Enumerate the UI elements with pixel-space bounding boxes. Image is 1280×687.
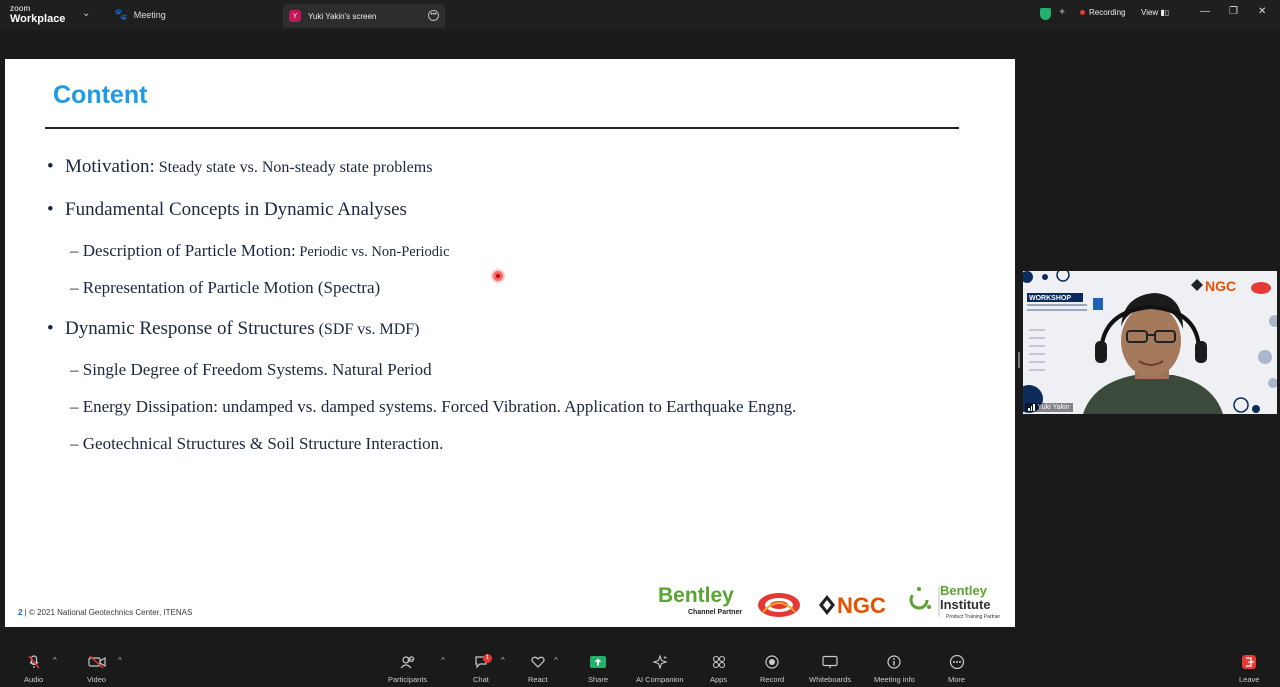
heart-icon [530,655,546,669]
bentley-institute-logo-line1: Bentley [940,583,987,598]
share-screen-icon [590,655,606,669]
chat-button[interactable]: 1 Chat [473,655,489,684]
bentley-institute-logo-caption: Product Training Partner [946,614,1001,620]
chat-options-chevron-icon[interactable]: ^ [501,656,505,665]
slide-footer: 2 | © 2021 National Geotechnics Center, ITENAS [18,608,193,617]
participants-count: 18 [406,657,414,664]
record-icon [765,655,779,669]
participants-options-chevron-icon[interactable]: ^ [441,656,445,665]
title-divider [45,127,959,129]
participant-video-tile[interactable] [1023,271,1277,414]
leave-icon [1242,655,1256,669]
minimize-icon[interactable]: — [1200,6,1210,17]
bentley-institute-logo-line2: Institute [940,597,991,612]
ai-sparkle-icon [652,655,668,669]
sub-bullet-item: – Description of Particle Motion: Periodic vs. Non-Periodic [70,241,450,260]
participants-button[interactable]: 18 Participants [388,657,428,684]
meeting-toolbar [0,651,1280,687]
paw-icon: 🐾 [114,9,128,21]
slide-title: Content [53,81,148,109]
ai-companion-button[interactable]: AI Companion [636,655,684,684]
record-button[interactable]: Record [760,655,784,684]
sub-bullet-item: – Geotechnical Structures & Soil Structure Interaction. [70,434,444,453]
bullet-item: • Fundamental Concepts in Dynamic Analyses [47,199,407,220]
info-icon [887,655,901,669]
bentley-logo-subtitle: Channel Partner [688,609,743,616]
bentley-logo: Bentley [658,584,734,607]
microphone-muted-icon [27,655,41,669]
audio-button[interactable]: Audio [24,655,43,684]
page-number: 2 [18,608,23,617]
view-button[interactable]: View ▮▯ [1141,8,1170,17]
zoom-workplace-logo[interactable]: zoom Workplace [10,4,66,25]
apps-button[interactable]: Apps [710,655,727,684]
apps-icon [712,655,726,669]
title-bar [0,0,1280,30]
whiteboard-icon [822,655,838,669]
svg-text:NGC: NGC [1205,278,1237,294]
restore-icon[interactable]: ❐ [1229,6,1238,17]
bullet-item: • Dynamic Response of Structures (SDF vs. MDF) [47,318,420,339]
react-options-chevron-icon[interactable]: ^ [554,656,558,665]
panel-resize-handle[interactable] [1018,352,1020,368]
close-icon[interactable]: ✕ [1258,6,1267,17]
sub-bullet-item: – Energy Dissipation: undamped vs. damped systems. Forced Vibration. Application to Earthquake Engng. [70,397,797,416]
bullet-item: • Motivation: Steady state vs. Non-steady state problems [47,156,433,177]
signal-strength-icon [1028,404,1035,411]
sparkle-icon[interactable]: ✦ [1058,7,1067,18]
sub-bullet-item: – Single Degree of Freedom Systems. Natural Period [70,360,432,379]
record-dot-icon [1080,10,1085,15]
meeting-info-button[interactable]: Meeting info [874,655,915,684]
view-layout-icon: ▮▯ [1160,8,1170,17]
shared-slide [5,59,1015,627]
svg-text:WORKSHOP: WORKSHOP [1029,295,1071,302]
camera-off-icon [88,655,106,669]
chat-unread-badge: 1 [483,654,492,663]
react-button[interactable]: React [528,655,548,684]
chevron-down-icon[interactable]: ⌄ [82,8,91,19]
more-options-icon[interactable]: ••• [428,10,439,21]
more-dots-icon [949,655,965,669]
avatar: Y [289,10,301,22]
screen-share-tab[interactable] [283,4,445,28]
participant-video-frame [1023,271,1277,414]
share-button[interactable]: Share [588,655,608,684]
whiteboards-button[interactable]: Whiteboards [809,655,851,684]
leave-button[interactable]: Leave [1239,655,1259,684]
sub-bullet-item: – Representation of Particle Motion (Spectra) [70,278,381,297]
meeting-tab[interactable]: 🐾 Meeting [114,9,166,21]
recording-indicator[interactable]: Recording [1080,8,1125,17]
ngc-logo [817,592,903,618]
audio-options-chevron-icon[interactable]: ^ [53,656,57,665]
laser-pointer [493,271,503,281]
participant-name-label: Yuki Yakin [1025,403,1073,412]
red-emblem-logo [757,592,801,618]
more-button[interactable]: More [948,655,965,684]
video-options-chevron-icon[interactable]: ^ [118,656,122,665]
share-tab-label: Yuki Yakin's screen [308,11,377,21]
svg-text:NGC: NGC [837,593,886,618]
video-button[interactable]: Video [87,655,106,684]
shield-icon[interactable] [1040,8,1051,20]
